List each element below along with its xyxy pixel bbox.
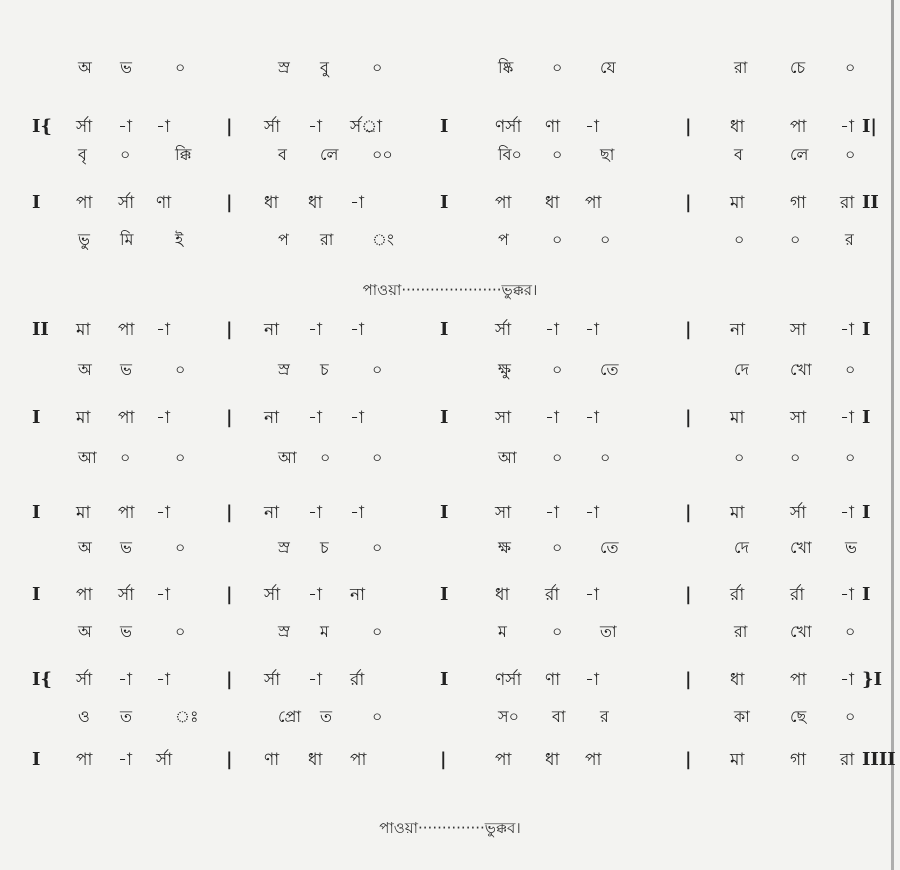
note-symbol: র্রা: [790, 585, 805, 605]
note-symbol: মা: [76, 503, 91, 523]
note-symbol: না: [730, 320, 746, 340]
note-symbol: ণা: [264, 750, 280, 770]
bar-line: |: [226, 669, 233, 690]
bar-line: I: [440, 192, 449, 213]
lyric-syllable: বৃ: [78, 145, 87, 164]
lyric-row: [0, 225, 900, 255]
lyric-syllable: ০: [845, 622, 856, 641]
lyric-syllable: ০: [552, 58, 563, 77]
note-symbol: -া: [308, 585, 322, 605]
lyric-syllable: দে: [734, 360, 749, 379]
note-symbol: পা: [495, 193, 512, 213]
note-symbol: র্সা: [76, 670, 93, 690]
note-symbol: -া: [156, 117, 170, 137]
note-symbol: -া: [350, 503, 364, 523]
lyric-syllable: ০: [175, 538, 186, 557]
lyric-syllable: অ: [78, 58, 92, 77]
lyric-syllable: ০: [552, 360, 563, 379]
note-symbol: ধা: [308, 750, 323, 770]
bar-line: I: [440, 407, 449, 428]
note-symbol: না: [264, 503, 280, 523]
lyric-syllable: ০: [320, 448, 331, 467]
note-symbol: মা: [730, 503, 745, 523]
note-symbol: -া: [840, 408, 854, 428]
note-symbol: ণর্সা: [495, 117, 522, 137]
lyric-syllable: ০০: [372, 145, 393, 164]
lyric-syllable: স্র: [278, 58, 290, 77]
bar-line: II: [32, 319, 49, 340]
lyric-row: [0, 140, 900, 170]
lyric-syllable: ম: [498, 622, 507, 641]
note-symbol: পা: [790, 670, 807, 690]
note-symbol: র্রা: [545, 585, 560, 605]
lyric-syllable: বা: [552, 707, 566, 726]
bar-line: I: [32, 192, 41, 213]
lyric-syllable: আ: [498, 448, 517, 467]
lyric-syllable: যে: [600, 58, 616, 77]
lyric-syllable: লে: [790, 145, 809, 164]
lyric-syllable: রা: [734, 622, 748, 641]
note-symbol: ণা: [545, 117, 561, 137]
note-symbol: ধা: [495, 585, 510, 605]
lyric-syllable: ০: [845, 707, 856, 726]
note-symbol: সা: [790, 320, 807, 340]
note-symbol: মা: [76, 320, 91, 340]
lyric-syllable: ০: [845, 58, 856, 77]
lyric-syllable: র: [600, 707, 609, 726]
note-symbol: গা: [790, 750, 807, 770]
lyric-syllable: ০: [372, 622, 383, 641]
lyric-row: [0, 702, 900, 732]
note-symbol: পা: [76, 750, 93, 770]
bar-line: |: [685, 116, 692, 137]
note-symbol: ধা: [264, 193, 279, 213]
note-symbol: পা: [118, 503, 135, 523]
lyric-syllable: ০: [552, 622, 563, 641]
bar-line: I: [440, 116, 449, 137]
lyric-syllable: ০: [600, 448, 611, 467]
lyric-syllable: ০: [734, 230, 745, 249]
note-symbol: ণর্সা: [495, 670, 522, 690]
note-symbol: পা: [76, 193, 93, 213]
lyric-syllable: র: [845, 230, 854, 249]
lyric-syllable: তে: [600, 538, 619, 557]
bar-line: I: [32, 502, 41, 523]
note-symbol: র্সর্া: [350, 117, 383, 137]
note-symbol: -া: [156, 320, 170, 340]
lyric-syllable: অ: [78, 622, 92, 641]
bar-line: I: [32, 584, 41, 605]
bar-line: |: [226, 192, 233, 213]
lyric-syllable: ষ্কি: [498, 58, 514, 77]
bar-line: I: [862, 584, 871, 605]
lyric-syllable: ব: [734, 145, 743, 164]
note-symbol: -া: [840, 117, 854, 137]
lyric-syllable: ০: [552, 230, 563, 249]
note-symbol: ণা: [156, 193, 172, 213]
lyric-syllable: ০: [552, 448, 563, 467]
lyric-syllable: ভ: [845, 538, 857, 557]
note-symbol: ধা: [545, 750, 560, 770]
note-symbol: ধা: [308, 193, 323, 213]
lyric-syllable: ভ: [120, 58, 132, 77]
note-symbol: র্সা: [156, 750, 173, 770]
lyric-row: [0, 533, 900, 563]
note-symbol: রা: [840, 750, 855, 770]
lyric-syllable: ত: [120, 707, 133, 726]
lyric-syllable: প: [498, 230, 509, 249]
note-symbol: -া: [118, 750, 132, 770]
note-symbol: -া: [118, 117, 132, 137]
lyric-syllable: ০: [552, 538, 563, 557]
note-symbol: -া: [308, 670, 322, 690]
lyric-syllable: ০: [600, 230, 611, 249]
notation-row: [0, 315, 900, 345]
bar-line: I: [32, 407, 41, 428]
lyric-syllable: মি: [120, 230, 134, 249]
lyric-row: [0, 617, 900, 647]
lyric-syllable: ০: [845, 145, 856, 164]
lyric-syllable: ক্কি: [175, 145, 192, 164]
note-symbol: পা: [76, 585, 93, 605]
note-symbol: না: [264, 320, 280, 340]
bar-line: I: [32, 749, 41, 770]
notation-row: [0, 745, 900, 775]
lyric-syllable: ক্ষু: [498, 360, 511, 379]
lyric-syllable: ০: [372, 448, 383, 467]
note-symbol: র্সা: [264, 585, 281, 605]
bar-line: I: [440, 669, 449, 690]
lyric-syllable: ০: [734, 448, 745, 467]
note-symbol: -া: [840, 320, 854, 340]
lyric-syllable: ০: [845, 448, 856, 467]
note-symbol: ধা: [545, 193, 560, 213]
note-symbol: -া: [350, 193, 364, 213]
lyric-syllable: খো: [790, 538, 812, 557]
note-symbol: -া: [585, 320, 599, 340]
lyric-syllable: প: [278, 230, 289, 249]
bar-line: |: [685, 502, 692, 523]
bar-line: I|: [862, 116, 877, 137]
lyric-syllable: চ: [320, 360, 329, 379]
note-symbol: র্সা: [790, 503, 807, 523]
note-symbol: রা: [840, 193, 855, 213]
note-symbol: ধা: [730, 117, 745, 137]
lyric-syllable: প্রো: [278, 707, 302, 726]
bar-line: |: [226, 319, 233, 340]
lyric-syllable: ০: [120, 448, 131, 467]
lyric-syllable: অ: [78, 538, 92, 557]
lyric-syllable: ০: [372, 360, 383, 379]
note-symbol: ণা: [545, 670, 561, 690]
lyric-syllable: ও: [78, 707, 90, 726]
lyric-syllable: ভ: [120, 538, 132, 557]
bar-line: |: [226, 407, 233, 428]
lyric-syllable: ই: [175, 230, 184, 249]
note-symbol: -া: [545, 408, 559, 428]
bar-line: I: [440, 584, 449, 605]
note-symbol: -া: [156, 408, 170, 428]
note-symbol: পা: [495, 750, 512, 770]
lyric-syllable: তা: [600, 622, 617, 641]
lyric-syllable: ছে: [790, 707, 807, 726]
note-symbol: -া: [585, 670, 599, 690]
note-symbol: -া: [156, 670, 170, 690]
lyric-syllable: আ: [278, 448, 297, 467]
lyric-syllable: ক্ষ: [498, 538, 511, 557]
bar-line: I{: [32, 116, 52, 137]
note-symbol: র্সা: [118, 585, 135, 605]
lyric-syllable: ০: [790, 230, 801, 249]
note-symbol: -া: [545, 503, 559, 523]
note-symbol: র্সা: [495, 320, 512, 340]
note-symbol: -া: [585, 585, 599, 605]
lyric-syllable: রা: [320, 230, 334, 249]
note-symbol: -া: [118, 670, 132, 690]
bar-line: IIII: [862, 749, 896, 770]
lyric-syllable: ০: [790, 448, 801, 467]
note-symbol: পা: [350, 750, 367, 770]
note-symbol: মা: [76, 408, 91, 428]
note-symbol: পা: [118, 320, 135, 340]
bar-line: |: [440, 749, 447, 770]
lyric-row: [0, 355, 900, 385]
note-symbol: সা: [495, 408, 512, 428]
lyric-syllable: ং: [372, 230, 394, 249]
notation-row: [0, 498, 900, 528]
note-symbol: ধা: [730, 670, 745, 690]
lyric-syllable: স্র: [278, 360, 290, 379]
bar-line: }I: [862, 669, 882, 690]
note-symbol: -া: [350, 408, 364, 428]
note-symbol: -া: [840, 585, 854, 605]
note-symbol: পা: [585, 193, 602, 213]
bar-line: |: [685, 407, 692, 428]
note-symbol: -া: [585, 408, 599, 428]
note-symbol: র্রা: [730, 585, 745, 605]
lyric-syllable: ত: [320, 707, 333, 726]
lyric-syllable: রা: [734, 58, 748, 77]
bar-line: I: [862, 502, 871, 523]
lyric-syllable: কা: [734, 707, 750, 726]
bar-line: |: [685, 749, 692, 770]
lyric-syllable: ০: [552, 145, 563, 164]
note-symbol: -া: [308, 117, 322, 137]
lyric-syllable: ০: [372, 707, 383, 726]
note-symbol: না: [350, 585, 366, 605]
lyric-syllable: ০: [175, 58, 186, 77]
note-symbol: -া: [350, 320, 364, 340]
bar-line: |: [685, 584, 692, 605]
lyric-syllable: খো: [790, 360, 812, 379]
bar-line: |: [685, 669, 692, 690]
lyric-syllable: ছা: [600, 145, 615, 164]
note-symbol: -া: [156, 503, 170, 523]
lyric-syllable: ০: [175, 360, 186, 379]
lyric-syllable: স্র: [278, 622, 290, 641]
note-symbol: গা: [790, 193, 807, 213]
notation-row: [0, 665, 900, 695]
note-symbol: র্সা: [264, 117, 281, 137]
note-symbol: পা: [585, 750, 602, 770]
lyric-syllable: দে: [734, 538, 749, 557]
lyric-syllable: স০: [498, 707, 519, 726]
note-symbol: মা: [730, 408, 745, 428]
note-symbol: -া: [585, 503, 599, 523]
note-symbol: পা: [118, 408, 135, 428]
bar-line: |: [226, 116, 233, 137]
lyric-syllable: ব: [278, 145, 287, 164]
lyric-syllable: অ: [78, 360, 92, 379]
notation-row: [0, 188, 900, 218]
note-symbol: না: [264, 408, 280, 428]
notation-row: [0, 403, 900, 433]
lyric-syllable: তে: [600, 360, 619, 379]
bar-line: |: [226, 584, 233, 605]
lyric-syllable: ০: [845, 360, 856, 379]
lyric-syllable: খো: [790, 622, 812, 641]
notation-row: [0, 580, 900, 610]
lyric-syllable: ০: [120, 145, 131, 164]
bar-line: |: [226, 749, 233, 770]
lyric-syllable: ভ: [120, 622, 132, 641]
bar-line: I: [862, 319, 871, 340]
bar-line: II: [862, 192, 879, 213]
lyric-syllable: ম: [320, 622, 329, 641]
note-symbol: সা: [495, 503, 512, 523]
lyric-syllable: চে: [790, 58, 806, 77]
lyric-row: [0, 443, 900, 473]
note-symbol: -া: [840, 670, 854, 690]
bar-line: |: [226, 502, 233, 523]
note-symbol: র্সা: [118, 193, 135, 213]
bar-line: I: [440, 319, 449, 340]
note-symbol: মা: [730, 750, 745, 770]
note-symbol: পা: [790, 117, 807, 137]
lyric-syllable: ০: [372, 58, 383, 77]
bar-line: I: [862, 407, 871, 428]
lyric-syllable: স্র: [278, 538, 290, 557]
caption-paoya-1: পাওয়া·····················ভুক্কর।: [362, 281, 538, 299]
note-symbol: -া: [308, 503, 322, 523]
note-symbol: র্রা: [350, 670, 365, 690]
lyric-syllable: লে: [320, 145, 339, 164]
lyric-syllable: চ: [320, 538, 329, 557]
note-symbol: -া: [156, 585, 170, 605]
note-symbol: -া: [308, 408, 322, 428]
note-symbol: র্সা: [264, 670, 281, 690]
lyric-syllable: ০: [372, 538, 383, 557]
note-symbol: -া: [308, 320, 322, 340]
note-symbol: -া: [585, 117, 599, 137]
lyric-syllable: ০: [175, 622, 186, 641]
bar-line: I{: [32, 669, 52, 690]
lyric-syllable: বু: [320, 58, 329, 77]
lyric-syllable: বি০: [498, 145, 522, 164]
note-symbol: -া: [840, 503, 854, 523]
lyric-syllable: ভু: [78, 230, 90, 249]
lyric-row: [0, 53, 900, 83]
lyric-syllable: ভ: [120, 360, 132, 379]
bar-line: |: [685, 319, 692, 340]
lyric-syllable: ০: [175, 448, 186, 467]
caption-paoya-2: পাওয়া··············ভুক্কব।: [379, 819, 521, 837]
bar-line: I: [440, 502, 449, 523]
note-symbol: সা: [790, 408, 807, 428]
lyric-syllable: ঃ: [175, 707, 199, 726]
bar-line: |: [685, 192, 692, 213]
notation-row: [0, 112, 900, 142]
note-symbol: মা: [730, 193, 745, 213]
lyric-syllable: আ: [78, 448, 97, 467]
note-symbol: র্সা: [76, 117, 93, 137]
note-symbol: -া: [545, 320, 559, 340]
